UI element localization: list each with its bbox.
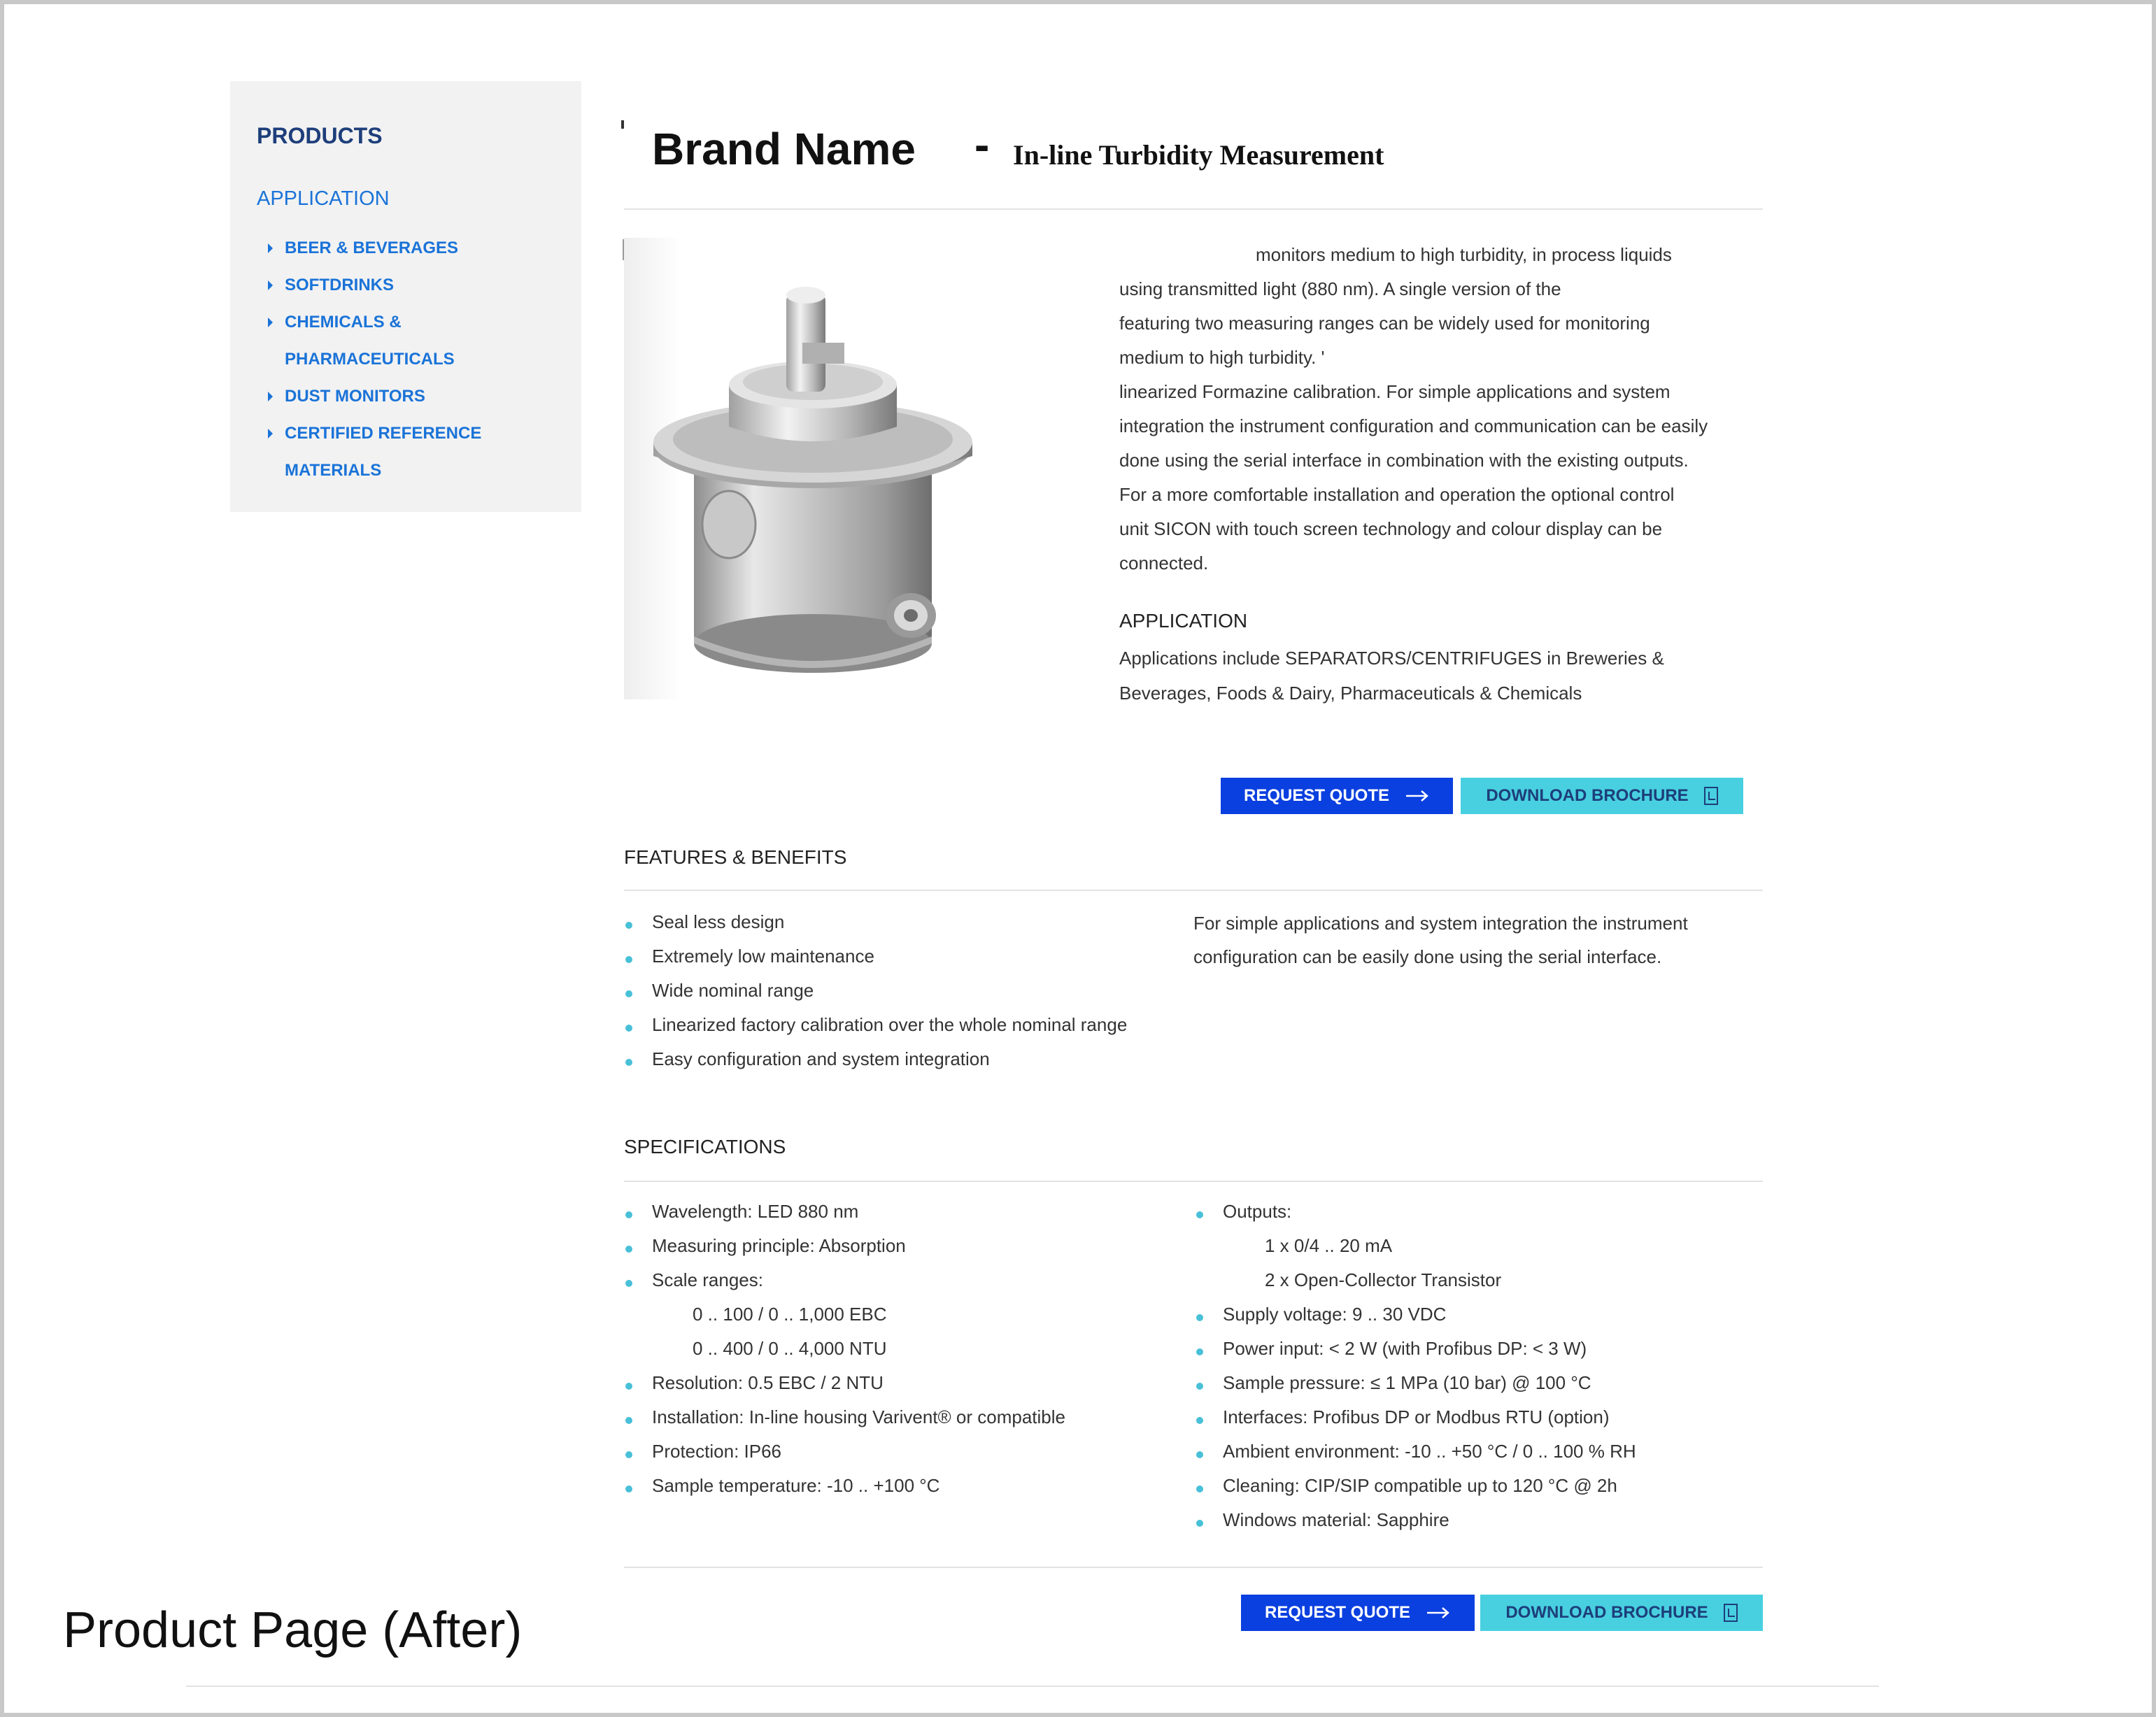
sidebar-application-list (257, 229, 579, 489)
sidebar-item-label: CHEMICALS & (285, 313, 402, 332)
spec-text: Supply voltage: 9 .. 30 VDC (1223, 1304, 1447, 1325)
bullet-icon (625, 1417, 632, 1424)
spec-text: Scale ranges: (652, 1269, 763, 1290)
spec-text: Installation: In-line housing Varivent® or compatible (652, 1406, 1065, 1427)
description-line: using transmitted light (880 nm). A single version of the (1119, 278, 1561, 299)
description-line: medium to high turbidity. ' (1119, 347, 1325, 368)
spec-item (624, 1195, 1065, 1229)
application-heading: APPLICATION (1119, 610, 1248, 632)
spec-text: Power input: < 2 W (with Profibus DP: < 3 W) (1223, 1338, 1587, 1359)
spec-text: Windows material: Sapphire (1223, 1509, 1449, 1530)
spec-subitem: 0 .. 100 / 0 .. 1,000 EBC (693, 1304, 887, 1325)
bullet-icon (625, 1059, 632, 1066)
features-list (624, 905, 1127, 1076)
arrow-right-icon (1426, 1606, 1451, 1620)
application-line: Applications include SEPARATORS/CENTRIFUGES in Breweries & (1119, 648, 1664, 669)
specifications-right-list (1195, 1195, 1636, 1537)
title-separator: - (974, 120, 990, 170)
sidebar-item-label: DUST MONITORS (285, 387, 425, 406)
spec-item (1195, 1332, 1636, 1366)
spec-subitem: 1 x 0/4 .. 20 mA (1265, 1235, 1393, 1256)
sidebar-item-certified-reference-materials[interactable] (257, 415, 579, 489)
spec-item (1195, 1503, 1636, 1537)
spec-text: Protection: IP66 (652, 1441, 781, 1462)
description-line: integration the instrument configuration and communication can be easily (1119, 415, 1708, 436)
sidebar-item-chemicals-pharmaceuticals[interactable] (257, 304, 579, 378)
spec-text: Interfaces: Profibus DP or Modbus RTU (option) (1223, 1406, 1610, 1427)
bullet-icon (1196, 1348, 1203, 1355)
spec-item (624, 1366, 1065, 1400)
bullet-icon (1196, 1417, 1203, 1424)
features-description-line: configuration can be easily done using the serial interface. (1193, 946, 1662, 967)
spec-item (1195, 1195, 1636, 1229)
sidebar-item-beer-beverages[interactable] (257, 229, 579, 266)
caret-right-icon (268, 280, 273, 290)
sidebar-item-softdrinks[interactable] (257, 266, 579, 304)
spec-item (624, 1229, 1065, 1263)
request-quote-label: REQUEST QUOTE (1243, 786, 1390, 805)
spec-item (624, 1263, 1065, 1297)
spec-text: Measuring principle: Absorption (652, 1235, 906, 1256)
description-line: linearized Formazine calibration. For simple applications and system (1119, 381, 1671, 402)
spec-item (1195, 1469, 1636, 1503)
page-title: In-line Turbidity Measurement (1013, 139, 1384, 171)
caret-right-icon (268, 429, 273, 439)
bullet-icon (1196, 1211, 1203, 1218)
request-quote-label: REQUEST QUOTE (1264, 1603, 1411, 1622)
description-line: featuring two measuring ranges can be widely used for monitoring (1119, 313, 1650, 334)
sidebar-item-label: SOFTDRINKS (285, 276, 394, 294)
product-description (1119, 238, 1749, 580)
spec-text: Sample temperature: -10 .. +100 °C (652, 1475, 940, 1496)
caret-right-icon (268, 392, 273, 401)
bullet-icon (625, 1025, 632, 1032)
bullet-icon (1196, 1486, 1203, 1492)
list-item-text: Easy configuration and system integration (652, 1048, 990, 1069)
list-item (624, 939, 1127, 974)
bullet-icon (1196, 1314, 1203, 1321)
application-text (1119, 641, 1749, 711)
list-item-text: Seal less design (652, 911, 785, 932)
spec-item (1195, 1400, 1636, 1434)
request-quote-button[interactable] (1221, 778, 1453, 814)
bullet-icon (625, 1280, 632, 1287)
specifications-heading: SPECIFICATIONS (624, 1136, 786, 1157)
features-heading: FEATURES & BENEFITS (624, 846, 847, 868)
spec-item (624, 1469, 1065, 1503)
spec-text: Outputs: (1223, 1201, 1292, 1222)
spec-text: Cleaning: CIP/SIP compatible up to 120 °C @ 2h (1223, 1475, 1617, 1496)
sidebar-products-link[interactable]: PRODUCTS (257, 123, 383, 148)
sidebar-application-link[interactable]: APPLICATION (257, 187, 390, 210)
list-item (624, 1008, 1127, 1042)
spec-item (624, 1434, 1065, 1469)
features-description-line: For simple applications and system integration the instrument (1193, 913, 1688, 934)
bullet-icon (625, 990, 632, 997)
application-line: Beverages, Foods & Dairy, Pharmaceuticals & Chemicals (1119, 683, 1582, 704)
arrow-right-icon (1405, 789, 1430, 803)
caret-right-icon (268, 243, 273, 253)
bullet-icon (1196, 1451, 1203, 1458)
description-line: connected. (1119, 553, 1209, 573)
spec-subitem: 0 .. 400 / 0 .. 4,000 NTU (693, 1338, 887, 1359)
spec-text: Wavelength: LED 880 nm (652, 1201, 859, 1222)
page-bottom-divider (186, 1686, 1879, 1687)
spec-text: Resolution: 0.5 EBC / 2 NTU (652, 1372, 884, 1393)
brand-name: Brand Name (652, 124, 916, 174)
title-divider (624, 208, 1763, 210)
sidebar-item-dust-monitors[interactable] (257, 378, 579, 415)
features-divider (624, 890, 1763, 891)
sidebar-item-label-line2: MATERIALS (285, 461, 382, 480)
request-quote-button-bottom[interactable] (1241, 1595, 1475, 1631)
caret-right-icon (268, 318, 273, 327)
description-line: For a more comfortable installation and operation the optional control (1119, 484, 1675, 505)
bullet-icon (625, 1211, 632, 1218)
sidebar-item-label: BEER & BEVERAGES (285, 238, 459, 257)
download-brochure-label: DOWNLOAD BROCHURE (1505, 1603, 1708, 1622)
spec-text: Sample pressure: ≤ 1 MPa (10 bar) @ 100 °C (1223, 1372, 1591, 1393)
download-brochure-button-bottom[interactable] (1480, 1595, 1763, 1631)
bullet-icon (625, 922, 632, 929)
stray-mark (621, 120, 624, 129)
pdf-icon (1724, 1604, 1738, 1622)
image-caption: Product Page (After) (63, 1602, 523, 1658)
product-image (624, 238, 1016, 699)
pdf-icon (1704, 787, 1718, 805)
spec-item (1195, 1297, 1636, 1332)
spec-item (1195, 1434, 1636, 1469)
specifications-left-list (624, 1195, 1065, 1503)
list-item-text: Extremely low maintenance (652, 946, 874, 967)
download-brochure-label: DOWNLOAD BROCHURE (1486, 786, 1689, 805)
specifications-bottom-divider (624, 1567, 1763, 1568)
list-item-text: Wide nominal range (652, 980, 814, 1001)
spec-subitem: 2 x Open-Collector Transistor (1265, 1269, 1502, 1290)
spec-item (1195, 1366, 1636, 1400)
bullet-icon (625, 1246, 632, 1253)
list-item (624, 1042, 1127, 1076)
description-line: unit SICON with touch screen technology and colour display can be (1119, 518, 1663, 539)
sidebar-item-label-line2: PHARMACEUTICALS (285, 350, 455, 369)
bullet-icon (625, 1383, 632, 1390)
spec-text: Ambient environment: -10 .. +50 °C / 0 .. 100 % RH (1223, 1441, 1636, 1462)
list-item-text: Linearized factory calibration over the whole nominal range (652, 1014, 1128, 1035)
list-item (624, 974, 1127, 1008)
description-line: done using the serial interface in combination with the existing outputs. (1119, 450, 1689, 471)
bullet-icon (1196, 1383, 1203, 1390)
description-line: monitors medium to high turbidity, in process liquids (1256, 244, 1672, 265)
download-brochure-button[interactable] (1461, 778, 1743, 814)
spec-item (624, 1400, 1065, 1434)
list-item (624, 905, 1127, 939)
sidebar (230, 81, 581, 512)
sidebar-item-label: CERTIFIED REFERENCE (285, 424, 482, 443)
bullet-icon (625, 1451, 632, 1458)
bullet-icon (1196, 1520, 1203, 1527)
bullet-icon (625, 1486, 632, 1492)
bullet-icon (625, 956, 632, 963)
specifications-divider (624, 1181, 1763, 1182)
features-description (1193, 906, 1746, 974)
